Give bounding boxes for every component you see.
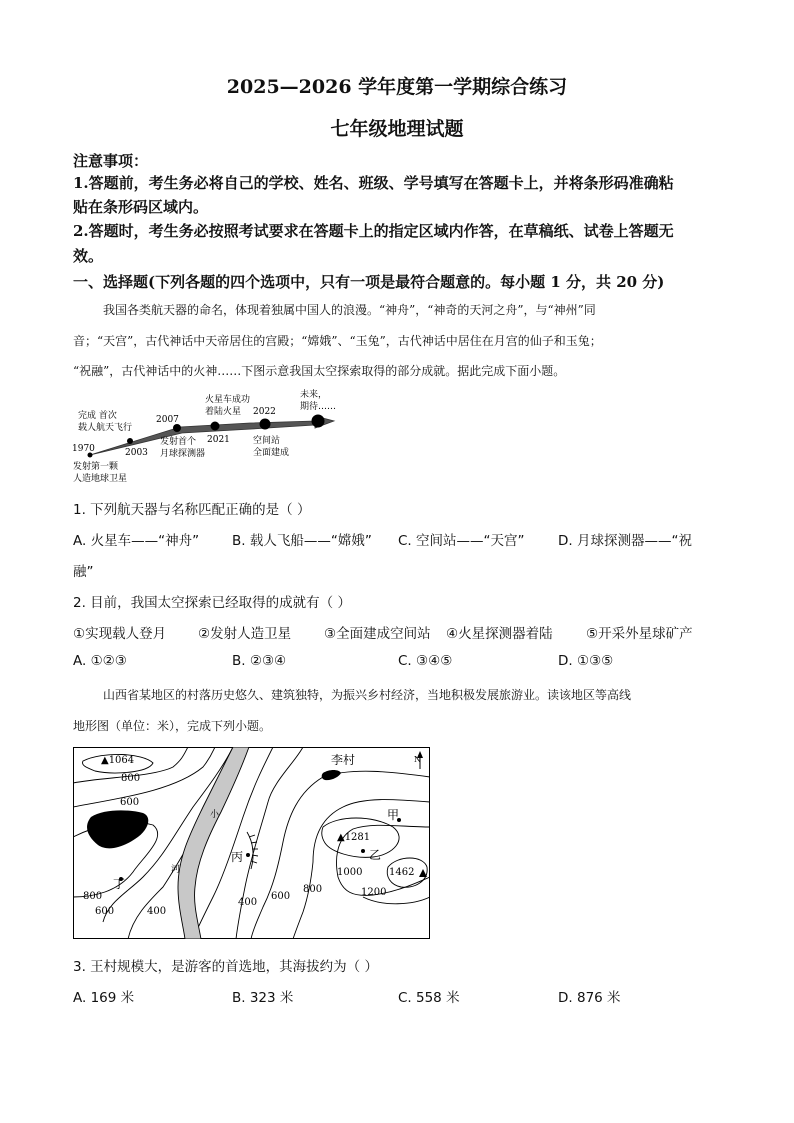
label-bing: 丙 (231, 850, 244, 864)
future-l1: 未来， (300, 390, 328, 400)
year-2007: 2007 (156, 415, 179, 425)
q2-option-a[interactable]: A. ①②③ (73, 653, 127, 669)
passage2-line1: 山西省某地区的村落历史悠久、建筑独特，为振兴乡村经济，当地积极发展旅游业。读该地区等高线 (103, 688, 632, 702)
year-2022: 2022 (253, 407, 276, 417)
q2-item2: ②发射人造卫星 (198, 626, 292, 642)
future-l2: 期待…… (300, 402, 337, 412)
contour-800-b: 800 (83, 891, 103, 902)
notice-heading: 注意事项： (73, 152, 149, 170)
label-jia: 甲 (387, 808, 400, 822)
peak-1462: 1462 (389, 867, 415, 878)
q3-stem: 3. 王村规模大，是游客的首选地，其海拔约为（ ） (73, 959, 378, 975)
point-yi (361, 849, 365, 853)
exam-title: 2025—2026 学年度第一学期综合练习 (226, 76, 568, 98)
q1-option-b[interactable]: B. 载人飞船——“嫦娥” (232, 533, 372, 549)
section-heading: 一、选择题(下列各题的四个选项中，只有一项是最符合题意的。每小题 1 分，共 20 分) (73, 273, 665, 291)
notice-item1-line2: 贴在条形码区域内。 (73, 198, 209, 216)
q3-option-c[interactable]: C. 558 米 (398, 990, 460, 1006)
q2-option-d[interactable]: D. ①③⑤ (558, 653, 614, 669)
event-2021-l1: 火星车成功 (205, 395, 251, 405)
passage1-line1: 我国各类航天器的命名，体现着独属中国人的浪漫。“神舟”，“神奇的天河之舟”，与“神州”同 (103, 303, 596, 317)
q2-stem: 2. 目前，我国太空探索已经取得的成就有（ ） (73, 595, 351, 611)
event-2003-l1: 完成 首次 (78, 411, 117, 421)
label-li-village: 李村 (331, 753, 356, 767)
q1-option-d-cont: 融” (73, 564, 94, 580)
q2-item4: ④火星探测器着陆 (446, 626, 553, 642)
event-2021-l2: 着陆火星 (205, 407, 242, 417)
north-label: N (414, 755, 421, 764)
q2-option-c[interactable]: C. ③④⑤ (398, 653, 453, 669)
event-1970-l2: 人造地球卫星 (73, 474, 128, 484)
contour-800-a: 800 (121, 773, 141, 784)
event-2007-l2: 月球探测器 (160, 449, 206, 459)
q2-item3: ③全面建成空间站 (324, 626, 431, 642)
q2-item1: ①实现载人登月 (73, 626, 167, 642)
dot-2021 (211, 422, 220, 431)
q1-option-d[interactable]: D. 月球探测器——“祝 (558, 533, 692, 549)
river-label-2: 河 (171, 865, 181, 875)
event-2007-l1: 发射首个 (160, 437, 197, 447)
space-timeline-figure (70, 385, 350, 487)
contour-600-c: 600 (271, 891, 291, 902)
q3-option-d[interactable]: D. 876 米 (558, 990, 621, 1006)
contour-400-a: 400 (147, 906, 167, 917)
passage1-line3: “祝融”，古代神话中的火神……下图示意我国太空探索取得的部分成就。据此完成下面小题。 (73, 364, 566, 378)
contour-800-c: 800 (303, 884, 323, 895)
notice-item2-line1: 2.答题时，考生务必按照考试要求在答题卡上的指定区域内作答，在草稿纸、试卷上答题无 (73, 222, 674, 240)
point-bing (246, 853, 250, 857)
dot-2003 (127, 438, 133, 444)
notice-item2-line2: 效。 (73, 247, 104, 265)
event-2022-l1: 空间站 (253, 436, 281, 446)
peak-1064: ▲1064 (101, 755, 135, 766)
peak-1281: ▲1281 (337, 832, 371, 843)
dot-2007 (173, 424, 181, 432)
q1-stem: 1. 下列航天器与名称匹配正确的是（ ） (73, 502, 311, 518)
notice-item1-line1: 1.答题前，考生务必将自己的学校、姓名、班级、学号填写在答题卡上，并将条形码准确粘 (73, 174, 674, 192)
q1-option-c[interactable]: C. 空间站——“天宫” (398, 533, 525, 549)
river-label-1: 小 (210, 810, 220, 820)
dot-2022 (260, 419, 271, 430)
q2-item5: ⑤开采外星球矿产 (586, 626, 693, 642)
contour-map (73, 747, 430, 939)
q1-option-a[interactable]: A. 火星车——“神舟” (73, 533, 200, 549)
passage1-line2: 音；“天宫”，古代神话中天帝居住的宫殿；“嫦娥”、“玉兔”，古代神话中居住在月宫的仙子和玉兔； (73, 334, 602, 348)
contour-400-b: 400 (238, 897, 258, 908)
year-1970: 1970 (72, 444, 95, 454)
label-ding: 丁 (113, 877, 126, 891)
event-2003-l2: 载人航天飞行 (78, 423, 133, 433)
passage2-line2: 地形图（单位：米），完成下列小题。 (73, 719, 272, 733)
year-2021: 2021 (207, 435, 230, 445)
contour-600-a: 600 (120, 797, 140, 808)
year-2003: 2003 (125, 448, 148, 458)
q3-option-b[interactable]: B. 323 米 (232, 990, 294, 1006)
contour-600-b: 600 (95, 906, 115, 917)
event-2022-l2: 全面建成 (253, 448, 290, 458)
q3-option-a[interactable]: A. 169 米 (73, 990, 135, 1006)
label-yi: 乙 (369, 848, 382, 862)
contour-1200: 1200 (361, 887, 387, 898)
label-wang-village: 王村 (103, 814, 128, 828)
dot-future (312, 415, 325, 428)
exam-subtitle: 七年级地理试题 (330, 118, 464, 140)
contour-1000: 1000 (337, 867, 363, 878)
q2-option-b[interactable]: B. ②③④ (232, 653, 287, 669)
event-1970-l1: 发射第一颗 (73, 462, 119, 472)
